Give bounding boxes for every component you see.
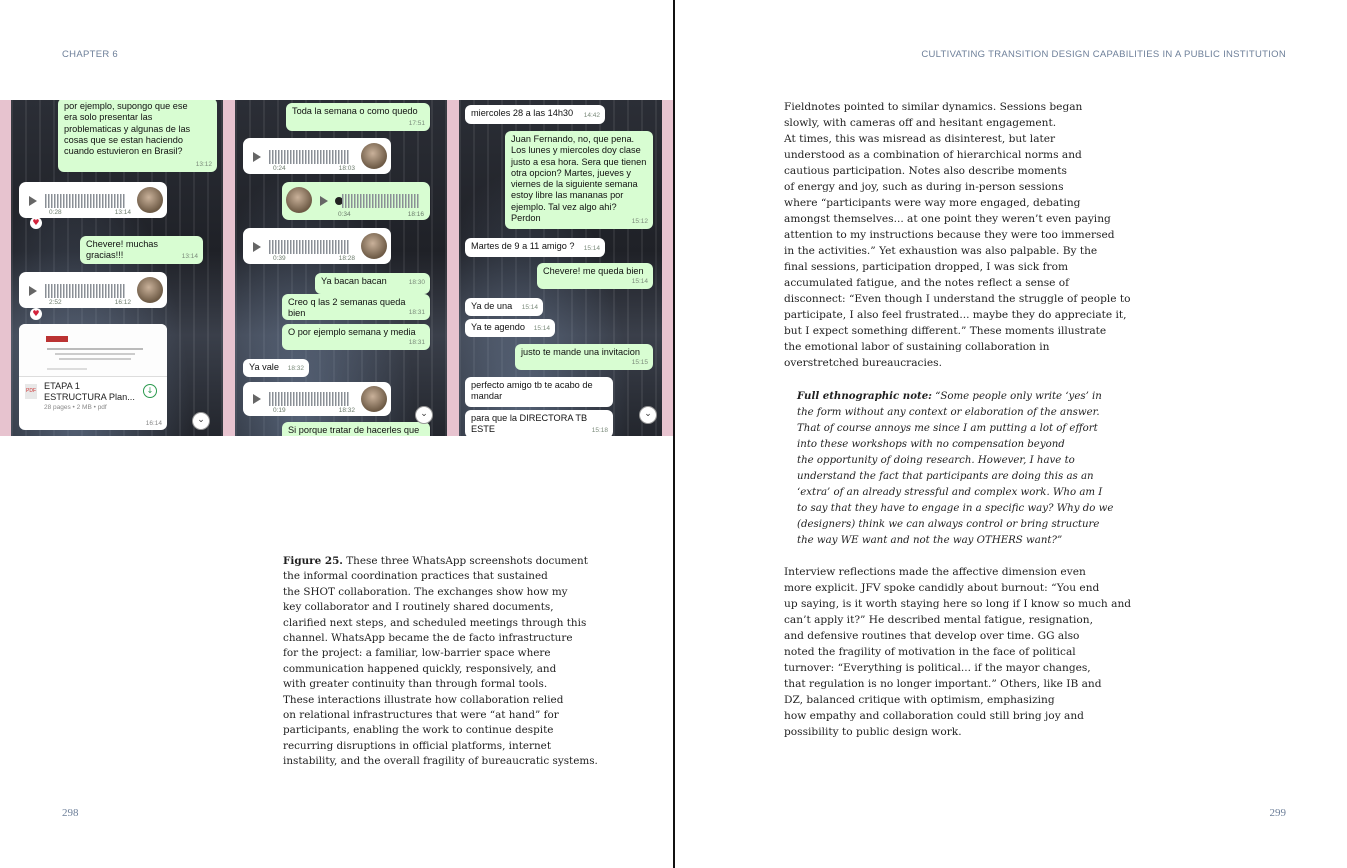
waveform-icon: [45, 284, 125, 298]
message-line: Ya de una: [471, 301, 513, 311]
caption-line: clarified next steps, and scheduled meetings through this: [283, 616, 587, 629]
voice-message: [243, 382, 391, 416]
caption-line: key collaborator and I routinely shared documents,: [283, 601, 554, 614]
voice-message: [243, 228, 391, 264]
text-line: DZ, balanced critique with optimism, emphasizing: [784, 694, 1055, 706]
chat-bubble-incoming: [465, 377, 613, 407]
text-line: more explicit. JFV spoke candidly about burnout: “You end: [784, 582, 1100, 594]
text-line: up saying, is it worth staying here so long if I know so much and: [784, 598, 1132, 610]
chat-bubble-incoming: [465, 298, 543, 316]
waveform-icon: [269, 150, 349, 164]
text-line: overstretched bureaucracies.: [784, 357, 942, 369]
note-line: (designers) think we can always control or bring structure: [797, 519, 1100, 530]
message-time: 15:18: [591, 426, 608, 434]
scroll-down-icon[interactable]: ⌄: [639, 406, 657, 424]
note-line: to say that they have to engage in a specific way? Why do we: [797, 503, 1114, 514]
message-line: por ejemplo, supongo que ese: [64, 101, 188, 111]
note-line: the opportunity of doing research. However, I have to: [797, 455, 1075, 466]
message-time: 15:12: [631, 217, 648, 225]
message-line: estoy libre las mananas por: [511, 190, 624, 201]
caption-line: for the project: a familiar, low-barrier space where: [283, 647, 551, 660]
waveform-icon: [269, 240, 349, 254]
play-icon: [29, 196, 37, 206]
chat-bubble-outgoing: [282, 422, 430, 436]
caption-line: instability, and the overall fragility of bureaucratic systems.: [283, 755, 598, 768]
voice-duration: 0:19: [273, 407, 286, 414]
waveform-icon: [45, 194, 125, 208]
chat-bubble-outgoing: [282, 324, 430, 350]
message-time: 18:31: [408, 308, 425, 316]
note-line: into these workshops with no compensation beyond: [797, 439, 1065, 450]
pdf-icon: PDF: [25, 384, 37, 399]
message-time: 13:14: [114, 209, 131, 216]
message-time: 14:42: [583, 111, 600, 119]
note-line: the way WE want and not the way OTHERS want?”: [797, 535, 1063, 546]
message-line: Ya bacan bacan: [321, 276, 387, 286]
running-head-right: CULTIVATING TRANSITION DESIGN CAPABILITIES IN A PUBLIC INSTITUTION: [921, 49, 1286, 60]
message-line: justo a esa hora. Sera que tienen: [511, 156, 647, 167]
avatar: [361, 233, 387, 259]
waveform-icon: [342, 194, 420, 208]
caption-line: the informal coordination practices that sustained: [283, 570, 548, 583]
text-line: that regulation is no longer important.” Others, like IB and: [784, 678, 1102, 690]
message-line: otra opcion? Martes, jueves y: [511, 167, 632, 178]
message-time: 13:12: [195, 160, 212, 168]
document-meta: 28 pages • 2 MB • pdf: [44, 404, 107, 411]
text-line: attention to my instructions because they were too immersed: [784, 229, 1115, 241]
message-time: 13:14: [181, 252, 198, 260]
waveform-icon: [269, 392, 349, 406]
whatsapp-screenshot-2: [235, 100, 447, 436]
right-page: [675, 0, 1347, 868]
logo-icon: [46, 336, 68, 342]
play-icon: [320, 196, 328, 206]
message-line: Chevere! muchas gracias!!!: [86, 239, 159, 261]
avatar: [286, 187, 312, 213]
text-line: how empathy and collaboration could still bring joy and: [784, 710, 1084, 722]
message-line: Martes de 9 a 11 amigo ?: [471, 241, 575, 251]
caption-line: with greater continuity than through formal tools.: [283, 678, 548, 691]
chat-bubble-outgoing: [286, 103, 430, 131]
interview-paragraph: [784, 564, 1131, 740]
note-line: the form without any context or elaboration of the answer.: [797, 407, 1100, 418]
message-line: perfecto amigo tb te acabo de: [471, 380, 593, 390]
message-line: para que la DIRECTORA TB ESTE: [471, 413, 588, 435]
message-time: 18:32: [338, 407, 355, 414]
message-line: Ya vale: [249, 362, 279, 372]
chat-bubble-outgoing: [80, 236, 203, 264]
play-icon: [253, 242, 261, 252]
chat-bubble-outgoing: [58, 100, 217, 172]
message-time: 17:51: [408, 119, 425, 127]
caption-line: These three WhatsApp screenshots document: [346, 555, 588, 567]
text-line: noted the fragility of motivation in the face of political: [784, 646, 1076, 658]
message-line: Juan Fernando, no, que pena.: [511, 134, 635, 144]
message-line: Si porque tratar de hacerles que: [288, 425, 420, 435]
caption-line: the SHOT collaboration. The exchanges show how my: [283, 585, 568, 598]
text-line: of energy and joy, such as during in-person sessions: [784, 181, 1064, 193]
message-time: 16:12: [114, 299, 131, 306]
voice-duration: 0:24: [273, 165, 286, 172]
document-title: ETAPA 1: [44, 381, 80, 391]
play-icon: [253, 152, 261, 162]
page-number-left: 298: [62, 807, 79, 819]
note-line: ‘extra’ of an already stressful and complex work. Who am I: [797, 487, 1103, 498]
figure-25-whatsapp-screenshots: [0, 100, 673, 436]
text-line: Fieldnotes pointed to similar dynamics. Sessions began: [784, 101, 1083, 113]
caption-label: Figure 25.: [283, 555, 343, 567]
scroll-down-icon[interactable]: ⌄: [192, 412, 210, 430]
text-line: can’t apply it?” He described mental fatigue, resignation,: [784, 614, 1093, 626]
message-line: Los lunes y miercoles doy clase: [511, 145, 641, 156]
document-attachment: [19, 324, 167, 430]
text-line: final sessions, participation dropped, I was sick from: [784, 261, 1069, 273]
message-line: problematicas y algunas de las: [64, 123, 191, 134]
message-line: O por ejemplo semana y media: [288, 327, 416, 337]
caption-line: recurring disruptions in official platforms, internet: [283, 739, 552, 752]
whatsapp-screenshot-3: [459, 100, 662, 436]
chat-bubble-incoming: [465, 319, 555, 337]
text-line: possibility to public design work.: [784, 726, 962, 738]
message-time: 18:30: [408, 278, 425, 286]
text-line: understood as a combination of hierarchical norms and: [784, 149, 1082, 161]
fieldnotes-paragraph: [784, 99, 1131, 371]
document-subtitle: ESTRUCTURA Plan...: [44, 392, 135, 402]
text-line: where “participants were way more engaged, debating: [784, 197, 1081, 209]
note-line: “Some people only write ‘yes’ in: [935, 391, 1102, 402]
chat-bubble-outgoing: [537, 263, 653, 289]
text-line: disconnect: “Even though I understand the struggle of people to: [784, 293, 1131, 305]
play-icon: [253, 394, 261, 404]
voice-message: [243, 138, 391, 174]
message-time: 18:03: [338, 165, 355, 172]
caption-line: communication happened quickly, responsively, and: [283, 662, 557, 675]
voice-duration: 0:28: [49, 209, 62, 216]
text-line: participate, I also feel frustrated... maybe they do appreciate it,: [784, 309, 1127, 321]
caption-line: channel. WhatsApp became the de facto infrastructure: [283, 632, 573, 645]
message-line: cuando estuvieron en Brasil?: [64, 146, 183, 157]
voice-duration: 2:52: [49, 299, 62, 306]
message-time: 15:14: [583, 244, 600, 252]
text-line: Interview reflections made the affective dimension even: [784, 566, 1086, 578]
chat-bubble-incoming: [465, 238, 605, 257]
chat-bubble-outgoing: [282, 294, 430, 320]
avatar: [137, 187, 163, 213]
message-line: justo te mande una invitacion: [521, 347, 641, 357]
voice-message: [19, 182, 167, 218]
ethnographic-note: [797, 388, 1113, 549]
message-line: Creo q las 2 semanas queda bien: [288, 297, 406, 319]
note-line: understand the fact that participants are doing this as an: [797, 471, 1094, 482]
text-line: amongst themselves... at one point they weren’t even paying: [784, 213, 1111, 225]
scroll-down-icon[interactable]: ⌄: [415, 406, 433, 424]
message-time: 18:28: [338, 255, 355, 262]
voice-duration: 0:39: [273, 255, 286, 262]
message-time: 18:16: [407, 211, 424, 218]
download-icon[interactable]: ↓: [143, 384, 157, 398]
chat-bubble-incoming: [465, 410, 613, 436]
caption-line: These interactions illustrate how collaboration relied: [283, 693, 564, 706]
message-time: 15:14: [533, 324, 550, 332]
caption-line: on relational infrastructures that were “at hand” for: [283, 709, 559, 722]
message-time: 18:32: [287, 364, 304, 372]
message-line: mandar: [471, 391, 503, 402]
voice-duration: 0:34: [338, 211, 351, 218]
running-head-left: CHAPTER 6: [62, 49, 119, 60]
message-time: 15:15: [631, 358, 648, 366]
heart-reaction-icon: ♥: [30, 217, 42, 229]
avatar: [137, 277, 163, 303]
voice-message: [19, 272, 167, 308]
message-time: 15:14: [631, 277, 648, 285]
text-line: in the activities.” Yet exhaustion was also palpable. By the: [784, 245, 1098, 257]
chat-bubble-outgoing: [315, 273, 430, 294]
avatar: [361, 386, 387, 412]
message-time: 18:31: [408, 338, 425, 346]
note-label: Full ethnographic note:: [797, 390, 932, 402]
text-line: the emotional labor of sustaining collaboration in: [784, 341, 1050, 353]
text-line: At times, this was misread as disinterest, but later: [784, 133, 1056, 145]
chat-bubble-outgoing: [505, 131, 653, 229]
message-line: cosas que se estan haciendo: [64, 134, 184, 145]
text-line: turnover: “Everything is political... if the mayor changes,: [784, 662, 1091, 674]
avatar: [361, 143, 387, 169]
text-line: and defensive routines that develop over time. GG also: [784, 630, 1080, 642]
voice-message-outgoing: [282, 182, 430, 220]
play-icon: [29, 286, 37, 296]
figure-caption: [283, 554, 598, 770]
text-line: slowly, with cameras off and hesitant engagement.: [784, 117, 1057, 129]
message-line: Toda la semana o como quedo: [292, 106, 418, 116]
note-line: That of course annoys me since I am putting a lot of effort: [797, 423, 1098, 434]
caption-line: participants, enabling the work to continue despite: [283, 724, 554, 737]
chat-bubble-outgoing: [515, 344, 653, 370]
text-line: cautious participation. Notes also describe moments: [784, 165, 1067, 177]
whatsapp-screenshot-1: [11, 100, 223, 436]
message-line: miercoles 28 a las 14h30: [471, 108, 574, 118]
text-line: but I expect something different.” These moments illustrate: [784, 325, 1107, 337]
message-line: ejemplo. Tal vez algo ahi? Perdon: [511, 201, 617, 224]
left-page: [0, 0, 673, 868]
message-line: Ya te agendo: [471, 322, 525, 332]
message-time: 15:14: [521, 303, 538, 311]
message-time: 16:14: [145, 420, 162, 427]
chat-bubble-incoming: [465, 105, 605, 124]
page-number-right: 299: [1269, 807, 1286, 819]
message-line: viernes de la siguiente semana: [511, 179, 638, 190]
text-line: accumulated fatigue, and the notes reflect a sense of: [784, 277, 1070, 289]
chat-bubble-incoming: [243, 359, 309, 377]
document-preview: [19, 324, 167, 377]
message-line: era solo presentar las: [64, 112, 153, 123]
heart-reaction-icon: ♥: [30, 308, 42, 320]
message-line: Chevere! me queda bien: [543, 266, 644, 276]
